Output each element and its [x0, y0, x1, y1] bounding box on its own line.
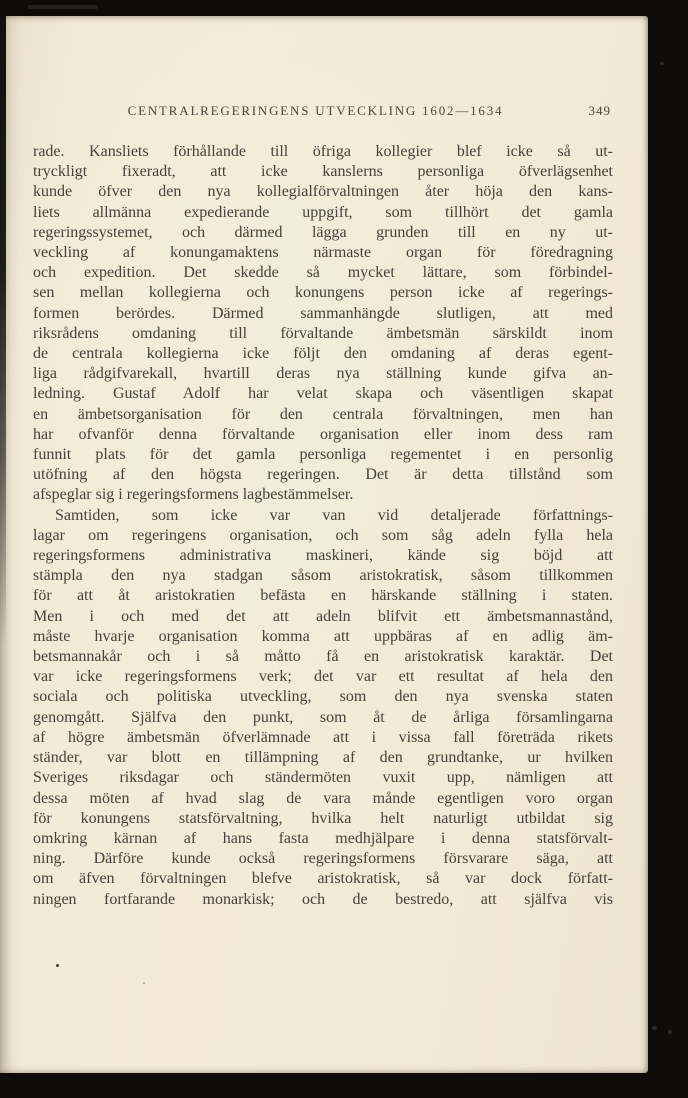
ink-speck [143, 982, 145, 984]
text-line: liga rådgifvarekall, hvartill deras nya ställning kunde gifva an- [33, 365, 613, 383]
text-line: Men i och med det att adeln blifvit ett ämbetsmannastånd, [33, 607, 613, 625]
text-line: afspeglar sig i regeringsformens lagbestämmelser. [33, 486, 354, 504]
text-line: funnit plats för det gamla personliga regementet i en personlig [33, 446, 613, 464]
text-line: för att åt aristokratien befästa en härskande ställning i staten. [33, 587, 613, 605]
text-line: om äfven förvaltningen blefve aristokratisk, så var dock författ- [33, 870, 613, 888]
text-line: liets allmänna expedierande uppgift, som tillhört det gamla [33, 203, 613, 221]
text-line: regeringsformens administrativa maskineri, kände sig böjd att [33, 547, 613, 565]
text-line: måste hvarje organisation komma att uppbäras af en adlig äm- [33, 627, 613, 645]
text-line: kunde öfver den nya kollegialförvaltningen åter höja den kans- [33, 183, 613, 201]
book-page [0, 16, 648, 1073]
text-line: ledning. Gustaf Adolf har velat skapa och väsentligen skapat [33, 385, 613, 403]
page-header-title: CENTRALREGERINGENS UTVECKLING 1602—1634 [127, 103, 504, 118]
text-line: veckling af konungamaktens närmaste organ för föredragning [33, 244, 613, 262]
body-text [33, 142, 613, 910]
ink-speck [56, 964, 59, 967]
text-line: tryckligt fixeradt, att icke kanslerns personliga öfverlägsenhet [33, 163, 613, 181]
text-line: ständer, var blott en tillämpning af den grundtanke, ur hvilken [33, 749, 613, 767]
text-line: utöfning af den högsta regeringen. Det är detta tillstånd som [33, 466, 613, 484]
text-line: formen berördes. Därmed sammanhängde slutligen, att med [33, 304, 613, 322]
text-line: Sveriges riksdagar och ständermöten vuxit upp, nämligen att [33, 769, 613, 787]
text-line: af högre ämbetsmän öfverlämnade att i vissa fall företräda rikets [33, 728, 613, 746]
paragraph [33, 142, 613, 506]
scan-gutter-shadow [0, 16, 6, 646]
text-line: ningen fortfarande monarkisk; och de bestredo, att själfva vis [33, 890, 613, 908]
text-line: lagar om regeringens organisation, och som såg adeln fylla hela [33, 526, 613, 544]
text-line: riksrådens omdaning till förvaltande ämbetsmän särskildt inom [33, 324, 613, 342]
film-smudge [28, 5, 98, 9]
film-artifact [660, 62, 664, 65]
text-line: sociala och politiska utveckling, som den nya svenska staten [33, 688, 613, 706]
film-artifact [668, 1030, 672, 1034]
text-line: dessa möten af hvad slag de vara månde egentligen voro organ [33, 789, 613, 807]
text-line: de centrala kollegierna icke följt den omdaning af deras egent- [33, 345, 613, 363]
running-head [33, 103, 613, 121]
text-line: betsmannakår och i så måtto få en aristokratisk karaktär. Det [33, 648, 613, 666]
film-artifact [652, 1026, 657, 1030]
text-line: stämpla den nya stadgan såsom aristokratisk, såsom tillkommen [33, 567, 613, 585]
paragraph [33, 506, 613, 910]
page-number: 349 [588, 103, 611, 118]
text-line: regeringssystemet, och därmed lägga grunden till en ny ut- [33, 223, 613, 241]
text-line: var icke regeringsformens verk; det var ett resultat af hela den [33, 668, 613, 686]
text-line: ning. Därföre kunde också regeringsformens försvarare säga, att [33, 850, 613, 868]
text-line: rade. Kansliets förhållande till öfriga kollegier blef icke så ut- [33, 143, 613, 160]
text-line: för konungens statsförvaltning, hvilka helt naturligt utbildat sig [33, 809, 613, 827]
text-line: sen mellan kollegierna och konungens person icke af regerings- [33, 284, 613, 302]
text-line: genomgått. Själfva den punkt, som åt de årliga församlingarna [33, 708, 613, 726]
text-line: och expedition. Det skedde så mycket lättare, som förbindel- [33, 264, 613, 282]
text-line: omkring kärnan af hans fasta medhjälpare i denna statsförvalt- [33, 829, 613, 847]
text-line: har ofvanför denna förvaltande organisation eller inom dess ram [33, 425, 613, 443]
text-line: Samtiden, som icke var van vid detaljerade författnings- [55, 506, 613, 524]
text-line: en ämbetsorganisation för den centrala förvaltningen, men han [33, 405, 613, 423]
